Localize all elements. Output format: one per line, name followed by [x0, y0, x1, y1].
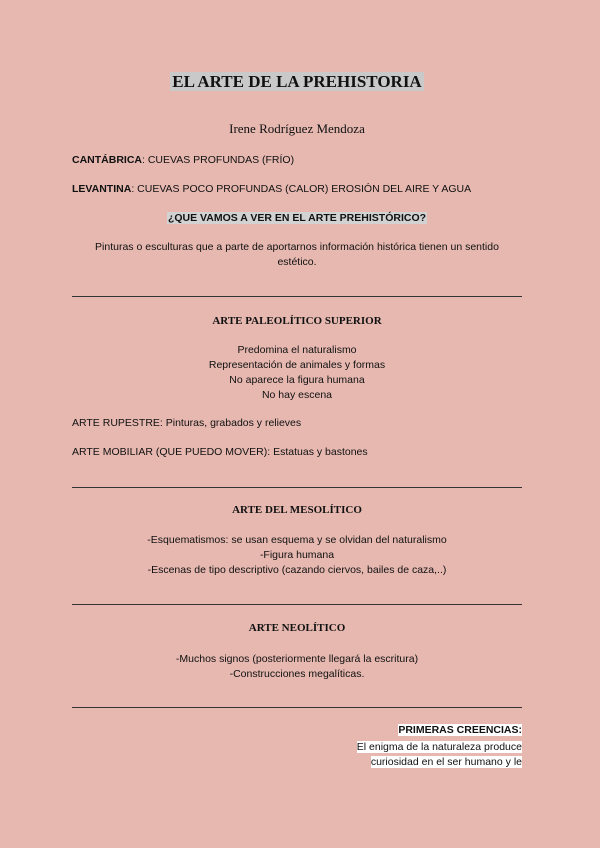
neolitico-list: [72, 652, 522, 682]
cantabrica-line: [72, 154, 522, 166]
intro-line: estético.: [277, 256, 317, 268]
list-item: No hay escena: [261, 389, 333, 401]
mesolitico-title: ARTE DEL MESOLÍTICO: [232, 504, 362, 516]
divider: [72, 707, 522, 708]
levantina-label: LEVANTINA: [72, 183, 132, 195]
arte-mobiliar-line: ARTE MOBILIAR (QUE PUEDO MOVER): Estatuas y bastones: [72, 446, 368, 458]
creencias-text: [72, 740, 522, 770]
divider: [72, 487, 522, 488]
creencias-line: El enigma de la naturaleza produce: [356, 741, 522, 753]
list-item: No aparece la figura humana: [229, 374, 365, 386]
author-name: Irene Rodríguez Mendoza: [229, 121, 365, 136]
intro-paragraph: [72, 240, 522, 270]
list-item: -Esquematismos: se usan esquema y se olvidan del naturalismo: [147, 534, 447, 546]
list-item: -Muchos signos (posteriormente llegará la escritura): [175, 653, 419, 665]
divider: [72, 296, 522, 297]
list-item: Predomina el naturalismo: [237, 344, 357, 356]
question-heading: [72, 212, 522, 224]
paleolitico-title: ARTE PALEOLÍTICO SUPERIOR: [212, 315, 382, 327]
mesolitico-list: [72, 533, 522, 578]
neolitico-title: ARTE NEOLÍTICO: [248, 622, 346, 634]
paleolitico-list: [72, 343, 522, 403]
creencias-title: [72, 724, 522, 736]
document-title-text: EL ARTE DE LA PREHISTORIA: [172, 72, 422, 91]
creencias-title-text: PRIMERAS CREENCIAS:: [398, 724, 522, 736]
question-text: ¿QUE VAMOS A VER EN EL ARTE PREHISTÓRICO?: [167, 212, 427, 224]
divider: [72, 604, 522, 605]
list-item: -Construcciones megalíticas.: [229, 668, 365, 680]
levantina-text: : CUEVAS POCO PROFUNDAS (CALOR) EROSIÓN DEL AIRE Y AGUA: [131, 183, 472, 195]
document-title: [72, 72, 522, 92]
intro-line: Pinturas o esculturas que a parte de aportarnos información histórica tienen un sentido: [95, 241, 499, 253]
list-item: -Escenas de tipo descriptivo (cazando ciervos, bailes de caza,..): [147, 564, 447, 576]
list-item: Representación de animales y formas: [208, 359, 386, 371]
list-item: -Figura humana: [259, 549, 335, 561]
creencias-line: curiosidad en el ser humano y le: [370, 756, 522, 768]
cantabrica-label: CANTÁBRICA: [72, 154, 142, 166]
arte-rupestre-line: ARTE RUPESTRE: Pinturas, grabados y relieves: [72, 417, 302, 429]
cantabrica-text: : CUEVAS PROFUNDAS (FRÍO): [142, 154, 295, 166]
levantina-line: [72, 183, 522, 195]
